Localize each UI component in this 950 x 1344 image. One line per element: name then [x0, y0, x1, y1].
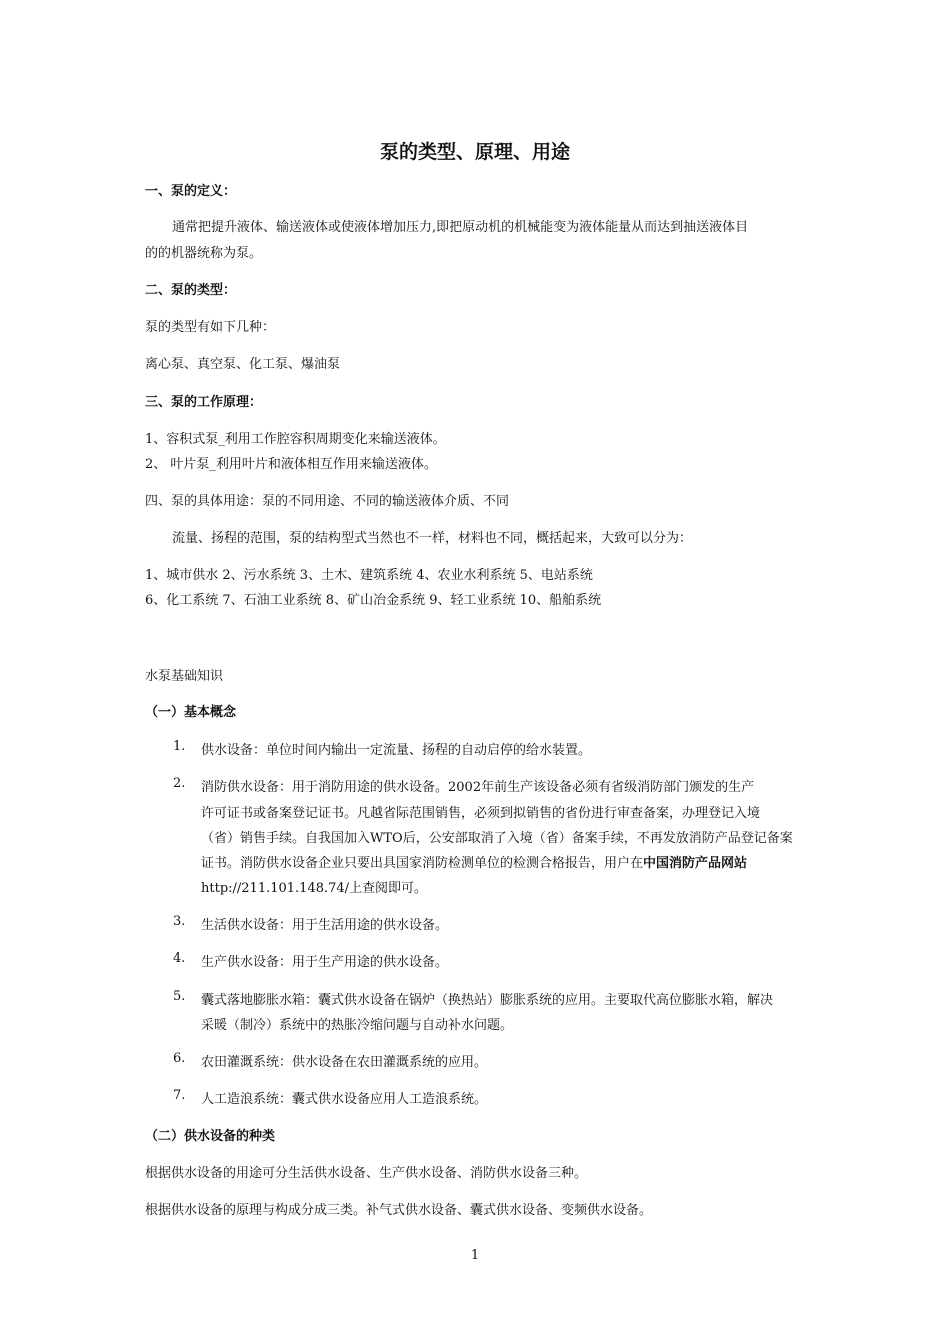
list-item-text: 供水设备：单位时间内输出一定流量、扬程的自动启停的给水装置。 [201, 743, 592, 758]
usage-list-line2: 6、化工系统 7、石油工业系统 8、矿山冶金系统 9、轻工业系统 10、船舶系统 [145, 593, 602, 608]
section-heading-definition: 一、泵的定义： [145, 184, 237, 199]
list-item-number: 2. [173, 776, 186, 791]
section-heading-types: 二、泵的类型： [145, 283, 237, 298]
types-intro: 泵的类型有如下几种： [145, 320, 276, 335]
usage-list-line1: 1、城市供水 2、污水系统 3、土木、建筑系统 4、农业水利系统 5、电站系统 [145, 568, 593, 583]
list-item-text: 许可证书或备案登记证书。凡越省际范围销售，必须到拟销售的省份进行审查备案，办理登记入境 [201, 806, 761, 821]
subheading-equipment-types: （二）供水设备的种类 [145, 1129, 276, 1144]
list-item-text: （省）销售手续。自我国加入WTO后，公安部取消了入境（省）备案手续，不再发放消防产品登记备案 [201, 831, 793, 846]
usage-paragraph: 流量、扬程的范围，泵的结构型式当然也不一样，材料也不同，概括起来，大致可以分为： [172, 531, 693, 546]
list-item-number: 7. [173, 1088, 186, 1103]
definition-text-line2: 的的机器统称为泵。 [145, 246, 263, 261]
list-item-number: 1. [173, 739, 186, 754]
definition-text-line1: 通常把提升液体、输送液体或使液体增加压力,即把原动机的机械能变为液体能量从而达到抽送液体目 [172, 220, 749, 235]
list-item-text: 囊式落地膨胀水箱：囊式供水设备在锅炉（换热站）膨胀系统的应用。主要取代高位膨胀水箱，解决 [201, 993, 774, 1008]
list-item-text: 生活供水设备：用于生活用途的供水设备。 [201, 918, 449, 933]
list-item-text: 生产供水设备：用于生产用途的供水设备。 [201, 955, 449, 970]
types-list: 离心泵、真空泵、化工泵、爆油泵 [145, 357, 341, 372]
list-item-text: 农田灌溉系统：供水设备在农田灌溉系统的应用。 [201, 1055, 488, 1070]
list-item-text-with-link [201, 852, 747, 871]
list-item-text: 证书。消防供水设备企业只要出具国家消防检测单位的检测合格报告，用户在 [201, 856, 644, 871]
list-item-number: 6. [173, 1051, 186, 1066]
list-item-number: 5. [173, 989, 186, 1004]
principle-item-2: 2、 叶片泵_利用叶片和液体相互作用来输送液体。 [145, 457, 437, 472]
list-item-number: 3. [173, 914, 186, 929]
principle-item-1: 1、容积式泵_利用工作腔容积周期变化来输送液体。 [145, 432, 446, 447]
list-item-text: 消防供水设备：用于消防用途的供水设备。2002年前生产该设备必须有省级消防部门颁发的生产 [201, 780, 755, 795]
list-item-text: 采暖（制冷）系统中的热胀冷缩问题与自动补水问题。 [201, 1018, 514, 1033]
page-title: 泵的类型、原理、用途 [379, 141, 570, 163]
page-number: 1 [470, 1248, 480, 1263]
equipment-types-paragraph-1: 根据供水设备的用途可分生活供水设备、生产供水设备、消防供水设备三种。 [145, 1166, 588, 1181]
equipment-types-paragraph-2: 根据供水设备的原理与构成分成三类。补气式供水设备、囊式供水设备、变频供水设备。 [145, 1203, 653, 1218]
section-heading-usage: 四、泵的具体用途：泵的不同用途、不同的输送液体介质、不同 [145, 494, 510, 509]
list-item-text: 人工造浪系统：囊式供水设备应用人工造浪系统。 [201, 1092, 488, 1107]
section-heading-principle: 三、泵的工作原理： [145, 395, 263, 410]
list-item-number: 4. [173, 951, 186, 966]
subheading-basic-concepts: （一）基本概念 [145, 705, 237, 720]
website-url: http://211.101.148.74/上查阅即可。 [201, 881, 428, 896]
website-name-bold: 中国消防产品网站 [643, 856, 748, 871]
knowledge-title: 水泵基础知识 [145, 669, 224, 684]
